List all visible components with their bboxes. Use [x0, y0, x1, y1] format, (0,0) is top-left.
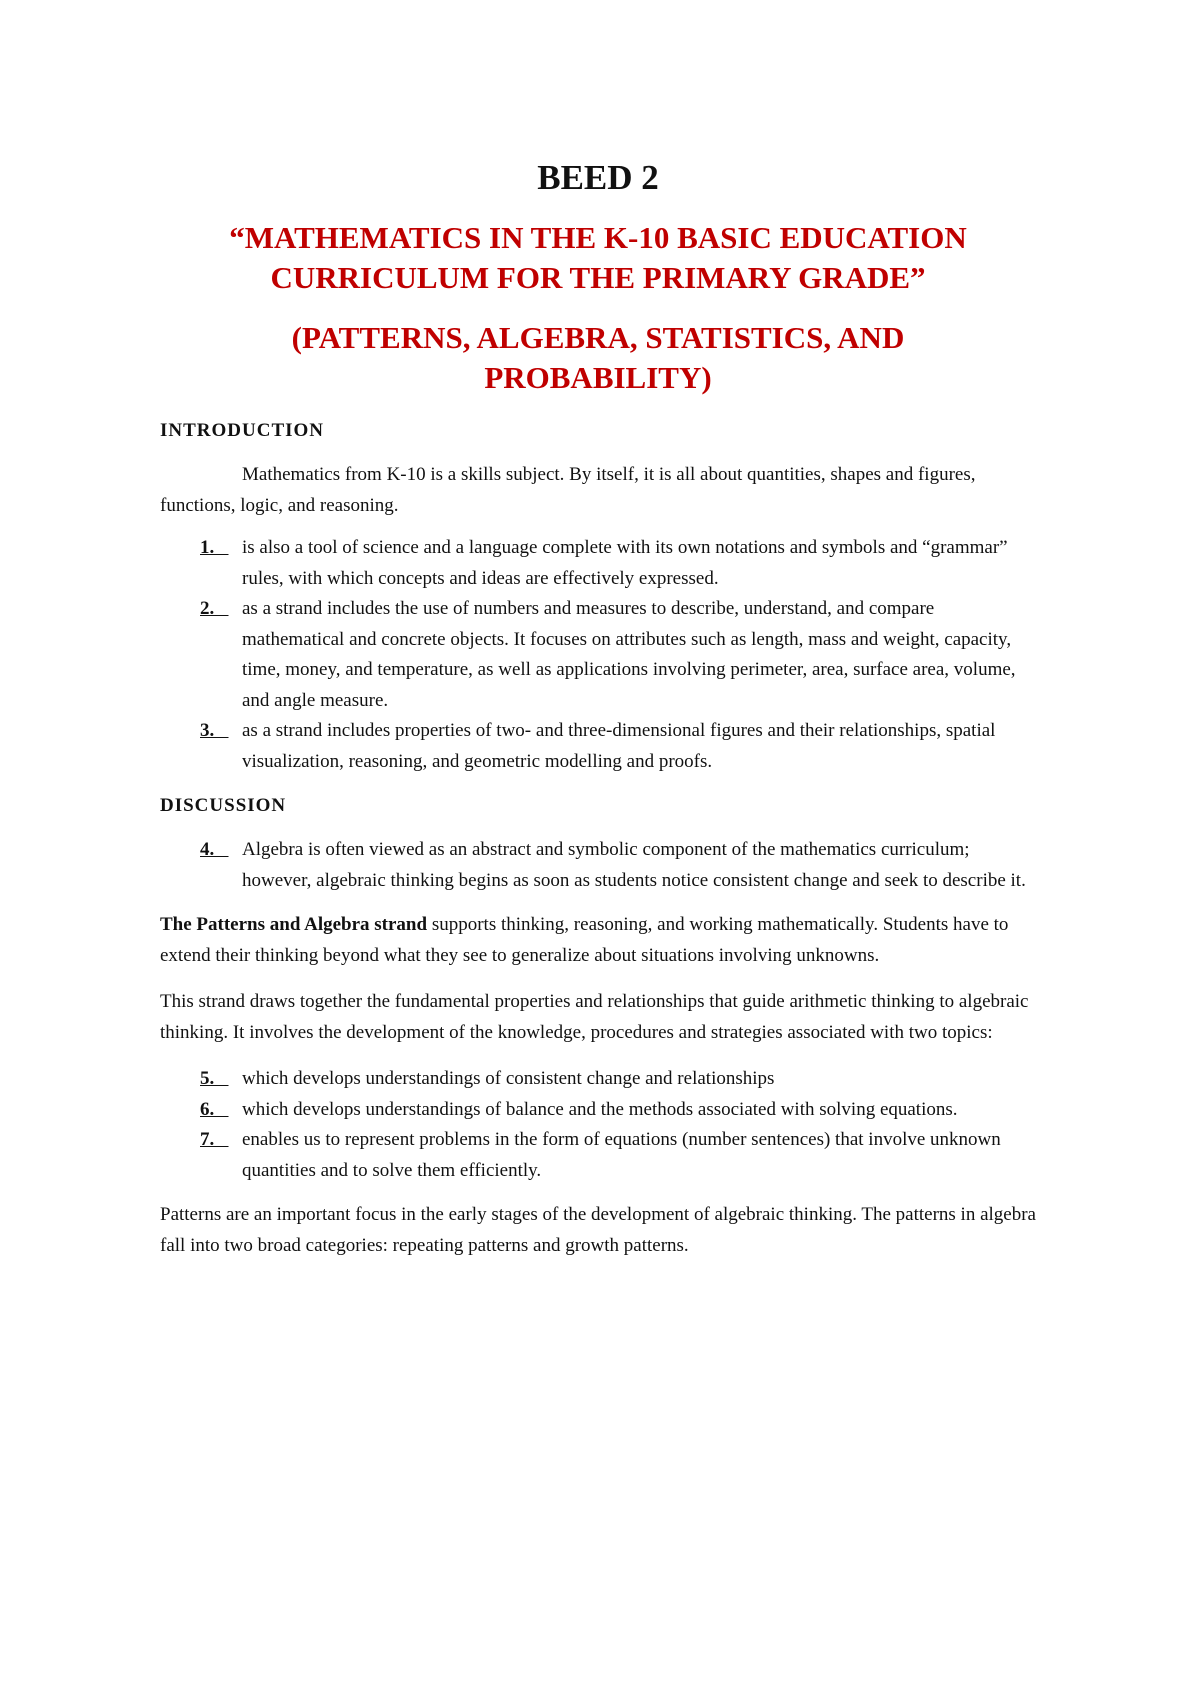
list-item: [160, 716, 1036, 777]
item-number: 3.: [200, 720, 229, 741]
discussion-heading: DISCUSSION: [160, 795, 287, 816]
list-item: [160, 1064, 1036, 1095]
list-item: [160, 1125, 1036, 1186]
introduction-heading: INTRODUCTION: [160, 420, 325, 441]
item-number: 4.: [200, 839, 229, 860]
topics-list: [160, 1064, 1036, 1186]
introduction-list: [160, 533, 1036, 777]
item-number: 2.: [200, 598, 229, 619]
item-text: is also a tool of science and a language complete with its own notations and symbols and “grammar” rules, with which concepts and ideas are effectively expressed.: [242, 537, 1008, 589]
document-title: BEED 2: [537, 158, 659, 197]
document-content: [160, 158, 1036, 1277]
list-item: [160, 835, 1036, 896]
subtitle-line: CURRICULUM FOR THE PRIMARY GRADE”: [270, 260, 926, 295]
strand-topics-paragraph: This strand draws together the fundamental properties and relationships that guide arithmetic thinking to algebraic thinking. It involves the development of the knowledge, procedures and strategies associated with two topics:: [160, 991, 1029, 1043]
item-text: which develops understandings of consistent change and relationships: [242, 1068, 775, 1089]
item-text: which develops understandings of balance and the methods associated with solving equations.: [242, 1098, 958, 1120]
strand-name: The Patterns and Algebra strand: [160, 914, 428, 935]
list-item: [160, 533, 1036, 594]
list-item: [160, 594, 1036, 716]
strand-paragraph: [160, 910, 1036, 971]
item-number: 5.: [200, 1068, 229, 1089]
item-number: 6.: [200, 1098, 229, 1120]
discussion-list: [160, 835, 1036, 896]
item-text: enables us to represent problems in the form of equations (number sentences) that involve unknown quantities and to solve them efficiently.: [242, 1129, 1001, 1181]
list-item: [160, 1095, 1036, 1126]
topics-subtitle: [160, 318, 1036, 398]
item-text: as a strand includes the use of numbers and measures to describe, understand, and compare mathematical and concrete objects. It focuses on attributes such as length, mass and weight, capacity, time, money, and temperature, as well as applications involving perimeter, area, surface area, volume, and angle measure.: [242, 598, 1016, 711]
item-number: 1.: [200, 537, 229, 558]
item-number: 7.: [200, 1129, 229, 1150]
item-text: Algebra is often viewed as an abstract and symbolic component of the mathematics curriculum; however, algebraic thinking begins as soon as students notice consistent change and seek to describe it.: [242, 839, 1026, 891]
subtitle-line: (PATTERNS, ALGEBRA, STATISTICS, AND: [291, 320, 905, 355]
introduction-paragraph: Mathematics from K-10 is a skills subject. By itself, it is all about quantities, shapes and figures, functions, logic, and reasoning.: [160, 464, 976, 516]
course-subtitle: [160, 218, 1036, 298]
subtitle-line: “MATHEMATICS IN THE K-10 BASIC EDUCATION: [229, 220, 967, 255]
item-text: as a strand includes properties of two- and three-dimensional figures and their relationships, spatial visualization, reasoning, and geometric modelling and proofs.: [242, 720, 996, 772]
patterns-paragraph: Patterns are an important focus in the early stages of the development of algebraic thinking. The patterns in algebra fall into two broad categories: repeating patterns and growth patterns.: [160, 1204, 1036, 1256]
strand-description: supports thinking, reasoning, and working mathematically. Students have to extend their thinking beyond what they see to generalize about situations involving unknowns.: [160, 914, 1009, 966]
subtitle-line: PROBABILITY): [484, 360, 712, 395]
